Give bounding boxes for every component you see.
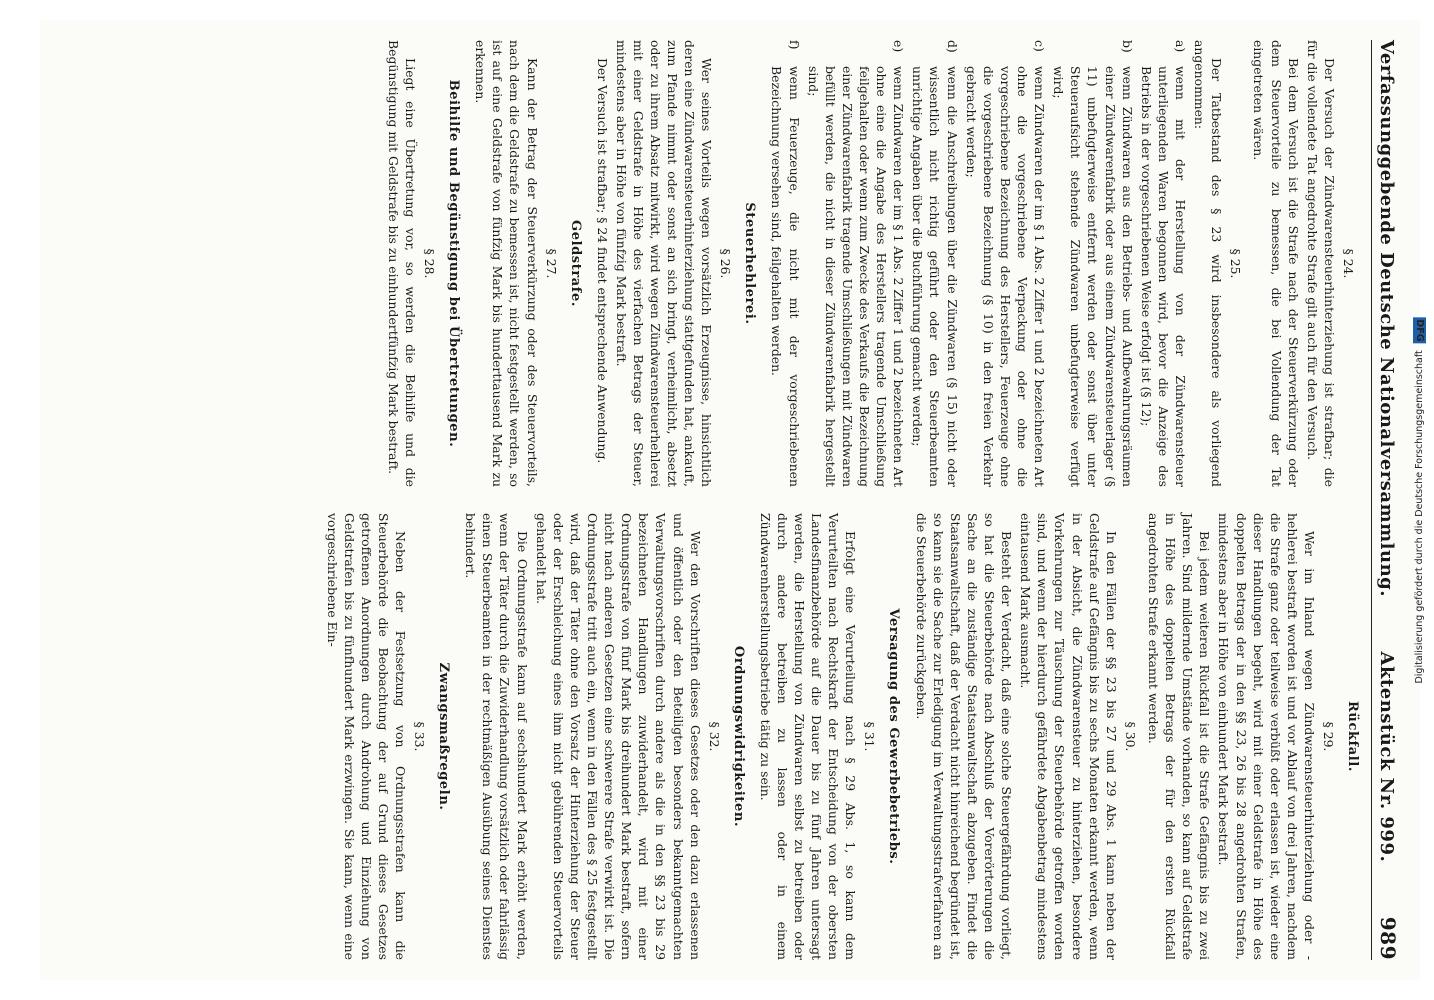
paragraph: Erfolgt eine Verurteilung nach § 29 Abs. 1, so kann dem Verurteilten nach Rechtskraft der Entscheidung von der obersten Landesfinanzbehörde auf die Dauer bis zu fünf Jahren untersagt werden, die Herstellung von Zündwaren selbst zu betreiben oder durch andere betreiben zu lassen oder in einem Zündwarenherstellungsbetriebe tätig zu sein. [757, 513, 859, 960]
digitization-note [1410, 20, 1428, 980]
list-text: wenn Zündwaren der im § 1 Abs. 2 Ziffer 1 und 2 bezeichneten Art ohne eine die Angabe des Herstellers tragende Umschließung feilgehalten oder wenn zum Zwecke des Verkaufs die Bezeichnung einer Zündwarenfabrik tragende Umschließungen mit Zündwaren befüllt werden, die nicht in dieser Zündwarenfabrik hergestellt sind; [805, 66, 907, 487]
paragraph: Der Tatbestand des § 23 wird insbesondere als vorliegend angenommen: [1192, 40, 1225, 487]
section-title: § 27. [543, 248, 559, 279]
left-column [322, 40, 1363, 487]
paragraph: Wer im Inland wegen Zündwarensteuerhinterziehung oder -hehlerei bestraft worden ist und vor Ablauf von drei Jahren, nachdem die Strafe ganz oder teilweise verbüßt oder erlassen ist, wieder eine dieser Handlungen begeht, wird mit einer Geldstrafe in Höhe des doppelten Betrags der in den §§ 23, 26 bis 28 angedrohten Strafen, mindestens aber in Höhe von einhundert Mark bestraft. [1216, 513, 1317, 960]
section-title: § 28. [422, 248, 438, 279]
list-label: e) [891, 40, 907, 53]
section-heading: Steuerhehlerei. [742, 202, 758, 325]
header-title: Verfassunggebende Deutsche Nationalversammlung. [1376, 40, 1397, 598]
list-item [768, 40, 802, 487]
section-title: § 31. [862, 721, 878, 752]
paragraph: Wer den Vorschriften dieses Gesetzes oder den dazu erlassenen und öffentlich oder den Beteiligten besonders bekanntgemachten Verwaltungsvorschriften durch andere als die in den §§ 23 bis 29 bezeichneten Handlungen zuwiderhandelt, wird mit einer Ordnungsstrafe von fünf Mark bis dreihundert Mark bestraft, sofern nicht nach anderen Gesetzen eine schwerere Strafe verwirkt ist. Die Ordnungsstrafe tritt auch ein, wenn in den Fällen des § 25 festgestellt wird, daß der Täter ohne den Vorsatz der Hinterziehung der Steuer oder der Erschleichung eines ihm nicht gebührenden Steuervorteils gehandelt hat. [533, 513, 703, 960]
list-item [1138, 40, 1189, 487]
paragraph: Bei jedem weiteren Rückfall ist die Strafe Gefängnis bis zu zwei Jahren. Sind mildernde Umstände vorhanden, so kann auf Geldstrafe in Höhe des doppelten Betrags der für den ersten Rückfall angedrohten Strafe erkannt werden. [1145, 513, 1213, 960]
paragraph: Die Ordnungsstrafe kann auf sechshundert Mark erhöht werden, wenn der Täter durch die Zuwiderhandlung vorsätzlich oder fahrlässig einen Steuerbeamten in der rechtmäßigen Ausübung seines Dienstes behindert. [463, 513, 530, 960]
list-item [805, 40, 908, 487]
section-heading: Zwangsmaßregeln. [436, 662, 452, 811]
list-label: f) [786, 40, 802, 50]
paragraph: Kann der Betrag der Steuerverkürzung oder des Steuervorteils, nach dem die Geldstrafe zu bemessen ist, nicht festgestellt werden, so ist auf eine Geldstrafe von fünfzig Mark bis hunderttausend Mark zu erkennen. [473, 40, 540, 487]
section-heading: Versagung des Gewerbebetriebs. [886, 608, 902, 865]
list-text: wenn Zündwaren der im § 1 Abs. 2 Ziffer 1 und 2 bezeichneten Art ohne die vorgeschriebene Verpackung oder ohne die vorgeschriebene Bezeichnung des Herstellers, Feuerzeuge ohne die vorgeschriebene Bezeichnung (§ 10) in den freien Verkehr gebracht werden; [963, 66, 1048, 487]
rotated-document [40, 40, 1400, 960]
list-label: c) [1032, 40, 1048, 52]
paragraph: Besteht der Verdacht, daß eine solche Steuergefährdung vorliegt, so hat die Steuerbehörde nach Abschluß der Vorerörterungen die Sache an die zuständige Staatsanwaltschaft abzugeben. Findet die Staatsanwaltschaft, daß der Verdacht nicht hinreichend begründet ist, so kann sie die Sache zur Erledigung im Verwaltungsstrafverfahren an die Steuerbehörde zurückgeben. [913, 513, 1015, 960]
page-header [1371, 40, 1400, 960]
list-label: d) [944, 40, 960, 53]
header-document-number: Aktenstück Nr. 999. [1376, 651, 1397, 863]
list-label: a) [1173, 40, 1189, 53]
section-title: § 30. [1122, 721, 1138, 752]
paragraph: Der Versuch der Zündwarensteuerhinterziehung ist strafbar; die für die vollendete Tat angedrohte Strafe gilt auch für den Versuch. [1304, 40, 1337, 487]
page-number: 989 [1376, 916, 1400, 960]
paragraph: In den Fällen der §§ 23 bis 27 und 29 Abs. 1 kann neben der Geldstrafe auf Gefängnis bis zu sechs Monaten erkannt werden, wenn in der Absicht, die Zündwarensteuer zu hinterziehen, besondere Vorkehrungen zur Täuschung der Steuerbehörde getroffen worden sind, und wenn der hierdurch gefährdete Abgabenbetrag mindestens eintausend Mark ausmacht. [1018, 513, 1119, 960]
list-label: b) [1119, 40, 1135, 53]
section-title: § 29. [1321, 721, 1337, 752]
digitization-text: Digitalisierung gefördert durch die Deutsche Forschungsgemeinschaft [1413, 349, 1425, 684]
paragraph: Wer seines Vorteils wegen vorsätzlich Erzeugnisse, hinsichtlich deren eine Zündwarensteuerhinterziehung stattgefunden hat, ankauft, zum Pfande nimmt oder sonst an sich bringt, verheimlicht, absetzt oder zu ihrem Absatz mitwirkt, wird wegen Zündwarensteuerhehlerei mit einer Geldstrafe in Höhe des vierfachen Betrags der Steuer, mindestens aber in Höhe von fünfzig Mark bestraft. [613, 40, 715, 487]
right-column [322, 513, 1363, 960]
paragraph: Liegt eine Übertretung vor, so werden die Beihilfe und die Begünstigung mit Geldstrafe bis zu einhundertfünfzig Mark bestraft. [385, 40, 419, 487]
paragraph: Bei dem Versuch ist die Strafe nach der Steuerverkürzung oder dem Steuervorteile zu bemessen, die bei Vollendung der Tat eingetreten wären. [1251, 40, 1301, 487]
section-heading: Ordnungswidrigkeiten. [730, 645, 746, 828]
dfg-logo: DFG [1413, 318, 1425, 341]
list-item [1050, 40, 1136, 487]
list-item [909, 40, 960, 487]
list-text: wenn die Anschreibungen über die Zündwaren (§ 15) nicht oder wissentlich nicht richtig geführt oder den Steuerbeamten unrichtige Angaben über die Buchführung gemacht werden; [910, 66, 960, 487]
list-text: wenn Zündwaren aus den Betriebs- und Aufbewahrungsräumen einer Zündwarenfabrik oder aus einem Zündwarensteuerlager (§ 11) unbefugterweise entfernt werden oder sonst über unter Steueraufsicht stehende Zündwaren unbefugterweise verfügt wird; [1051, 66, 1135, 487]
list-text: wenn mit der Herstellung von der Zündwarensteuer unterliegenden Waren begonnen wird, bevor die Anzeige des Betriebs in der vorgeschriebenen Weise erfolgt ist (§ 12); [1138, 66, 1189, 487]
section-title: § 32. [706, 721, 722, 752]
paragraph: Neben der Festsetzung von Ordnungsstrafen kann die Steuerbehörde die Beobachtung der auf Grund dieses Gesetzes getroffenen Anordnungen durch Androhung und Einziehung von Geldstrafen bis zu fünfhundert Mark erzwingen. Sie kann, wenn eine vorgeschriebene Ein- [324, 513, 409, 960]
paragraph: Der Versuch ist strafbar; § 24 findet entsprechende Anwendung. [594, 58, 610, 464]
section-title: § 25. [1228, 248, 1244, 279]
section-title: § 26. [718, 248, 734, 279]
section-title: § 33. [412, 721, 428, 752]
list-text: wenn Feuerzeuge, die nicht mit der vorgeschriebenen Bezeichnung versehen sind, feilgehalten werden. [769, 66, 802, 487]
section-title: § 24. [1341, 248, 1356, 279]
section-heading: Geldstrafe. [567, 220, 583, 307]
scanned-page [40, 20, 1420, 980]
section-heading: Beihilfe und Begünstigung bei Übertretungen. [446, 79, 462, 448]
list-item [963, 40, 1049, 487]
section-heading: Rückfall. [1345, 701, 1360, 772]
